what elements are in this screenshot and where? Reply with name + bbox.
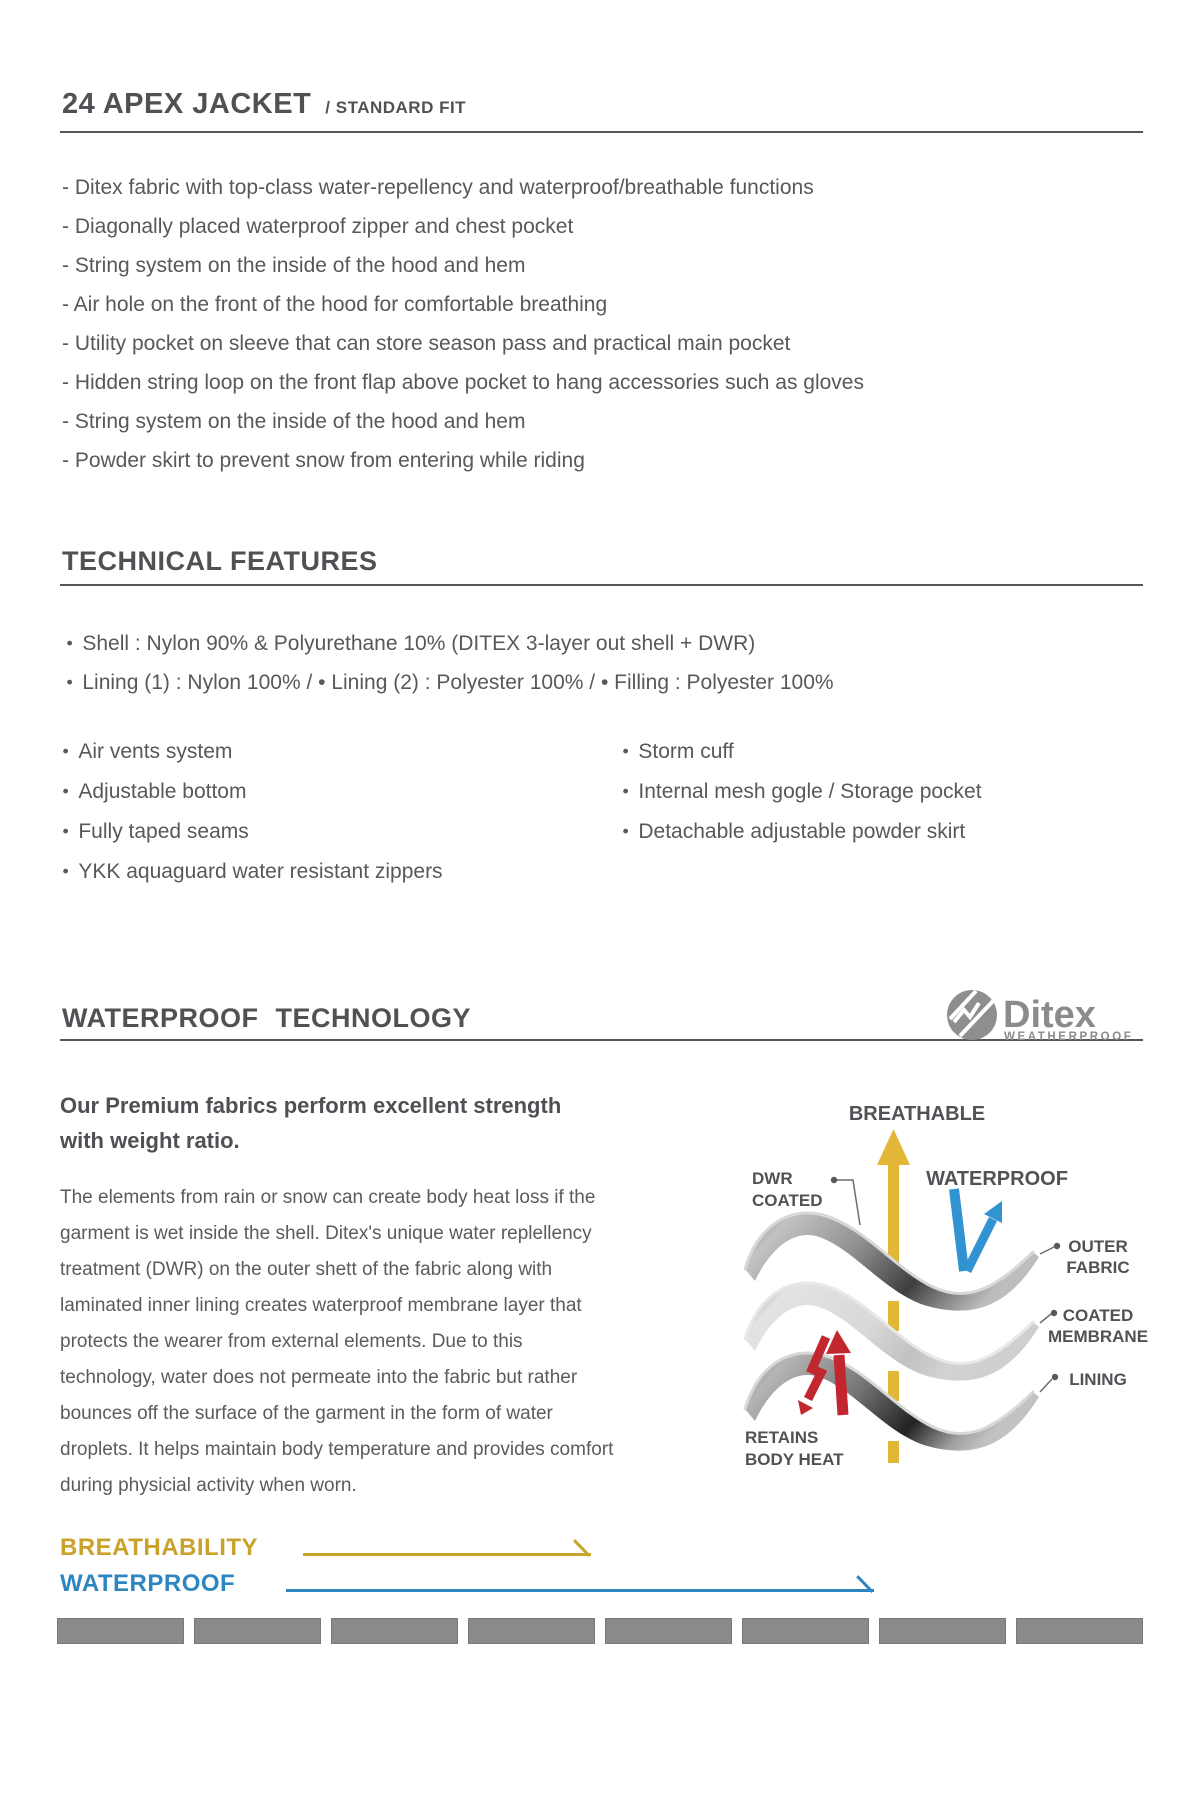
ditex-logo-tagline: WEATHERPROOF — [1004, 1031, 1134, 1042]
page-title: 24 APEX JACKET — [62, 88, 312, 120]
technical-column-right — [622, 732, 982, 852]
segmented-bar-cell — [742, 1618, 869, 1644]
outer-fabric-label-line2: FABRIC — [1066, 1258, 1130, 1277]
feature-item: - Powder skirt to prevent snow from entering while riding — [62, 449, 585, 472]
outer-fabric-label-line1: OUTER — [1068, 1237, 1128, 1256]
page-title-row — [62, 88, 466, 121]
leader-lines — [831, 1177, 1060, 1392]
technical-item: • Air vents system — [62, 732, 443, 772]
ditex-logo-mark — [947, 990, 997, 1040]
technical-item: • Detachable adjustable powder skirt — [622, 812, 982, 852]
feature-list — [62, 168, 864, 480]
segmented-bar-cell — [331, 1618, 458, 1644]
technical-item: • Adjustable bottom — [62, 772, 443, 812]
segmented-bar-cell — [1016, 1618, 1143, 1644]
retains-body-heat-label-line1: RETAINS — [745, 1428, 819, 1447]
technical-item: • YKK aquaguard water resistant zippers — [62, 852, 443, 892]
ditex-logo — [946, 986, 1146, 1047]
technical-features-heading: TECHNICAL FEATURES — [62, 546, 378, 576]
breathability-scale-line — [303, 1553, 591, 1556]
bullet-icon: • — [62, 781, 69, 802]
bullet-icon: • — [622, 781, 629, 802]
lining-label: LINING — [1069, 1370, 1127, 1389]
waterproof-label: WATERPROOF — [926, 1168, 1068, 1190]
title-divider — [60, 131, 1143, 133]
material-item: • Lining (1) : Nylon 100% / • Lining (2) : Polyester 100% / • Filling : Polyester 100% — [66, 663, 834, 702]
bullet-icon: • — [66, 672, 73, 693]
dwr-coated-label-line2: COATED — [752, 1191, 823, 1210]
fit-label: / STANDARD FIT — [325, 98, 467, 117]
breathability-scale-label: BREATHABILITY — [60, 1534, 259, 1561]
bullet-icon: • — [62, 741, 69, 762]
ditex-logo-name: Ditex — [1003, 994, 1096, 1036]
dwr-coated-label-line1: DWR — [752, 1169, 793, 1188]
bullet-icon: • — [66, 633, 73, 654]
waterproof-scale-label: WATERPROOF — [60, 1570, 236, 1597]
feature-item: - String system on the inside of the hood and hem — [62, 254, 526, 277]
bullet-icon: • — [622, 741, 629, 762]
feature-item: - String system on the inside of the hood and hem — [62, 410, 526, 433]
breathable-arrow-segment — [888, 1441, 899, 1463]
waterproof-technology-heading: WATERPROOF TECHNOLOGY — [62, 1003, 471, 1033]
technical-divider — [60, 584, 1143, 586]
feature-item: - Hidden string loop on the front flap above pocket to hang accessories such as gloves — [62, 371, 864, 394]
segmented-bar-cell — [194, 1618, 321, 1644]
waterproof-scale-line — [286, 1589, 874, 1592]
coated-membrane-label-line1: COATED — [1062, 1306, 1134, 1325]
bullet-icon: • — [62, 861, 69, 882]
feature-item: - Diagonally placed waterproof zipper and chest pocket — [62, 215, 574, 238]
feature-item: - Air hole on the front of the hood for comfortable breathing — [62, 293, 608, 316]
fabric-layers-diagram — [640, 1085, 1160, 1485]
segmented-bar-cell — [879, 1618, 1006, 1644]
waterproof-intro: Our Premium fabrics perform excellent strength with weight ratio. — [60, 1093, 562, 1153]
segmented-bar-cell — [468, 1618, 595, 1644]
technical-item: • Fully taped seams — [62, 812, 443, 852]
feature-item: - Utility pocket on sleeve that can store season pass and practical main pocket — [62, 332, 791, 355]
coated-membrane-label-line2: MEMBRANE — [1047, 1327, 1149, 1346]
segmented-bar-cell — [605, 1618, 732, 1644]
technical-item: • Storm cuff — [622, 732, 982, 772]
technical-item: • Internal mesh gogle / Storage pocket — [622, 772, 982, 812]
bullet-icon: • — [62, 821, 69, 842]
waterproof-arrow — [954, 1189, 1002, 1271]
bullet-icon: • — [622, 821, 629, 842]
material-item: • Shell : Nylon 90% & Polyurethane 10% (DITEX 3-layer out shell + DWR) — [66, 624, 834, 663]
retains-body-heat-label-line2: BODY HEAT — [745, 1450, 844, 1469]
segmented-bar-cell — [57, 1618, 184, 1644]
breathable-arrow — [877, 1129, 910, 1267]
waterproof-body: The elements from rain or snow can create body heat loss if the garment is wet inside the shell. Ditex's unique water replellency treatment (DWR) on the outer shett of the fabric along with laminated inner lining creates waterproof membrane layer that protects the wearer from external elements. Due to this technology, water does not permeate into the fabric but rather bounces off the surface of the garment in the form of water droplets. It helps maintain body temperature and provides comfort during physicial activity when worn. — [60, 1187, 614, 1496]
materials-list — [66, 624, 834, 702]
feature-item: - Ditex fabric with top-class water-repellency and waterproof/breathable functions — [62, 176, 814, 199]
segmented-bar — [57, 1618, 1143, 1644]
breathable-label: BREATHABLE — [848, 1103, 986, 1125]
technical-column-left — [62, 732, 443, 892]
